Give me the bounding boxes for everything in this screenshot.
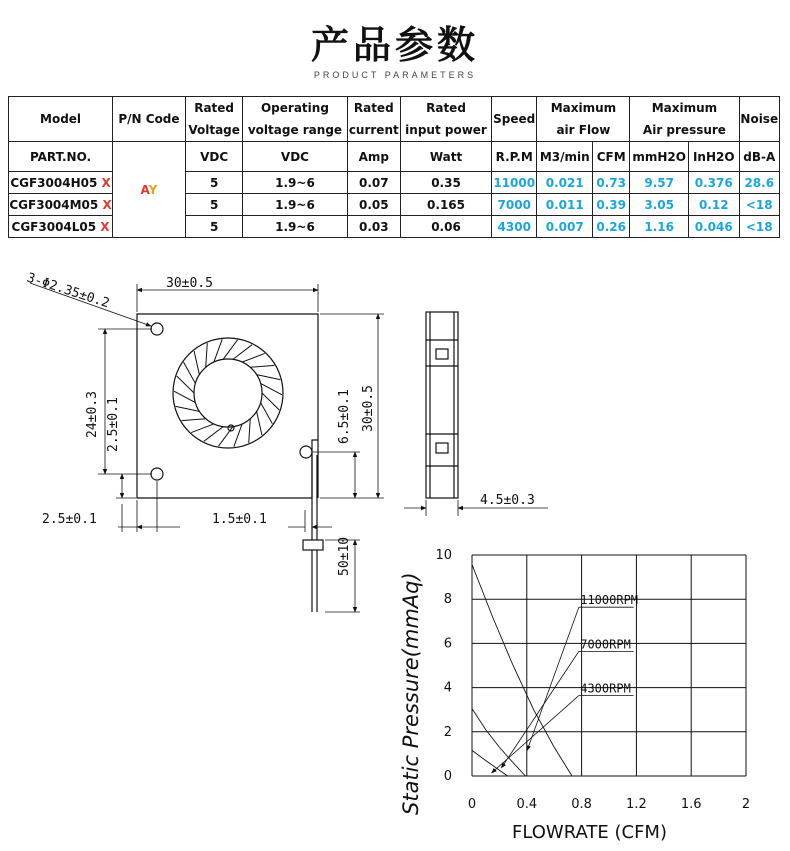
unit-cell: PART.NO. [9,142,113,172]
impeller-blades [174,339,282,446]
header-max-air-flow: Maximum air Flow [537,97,630,142]
dim-width: 30±0.5 [166,276,213,291]
speed-cell: 7000 [491,194,536,216]
x-tick-label: 1.2 [626,797,647,812]
header-max-air-pressure: Maximum Air pressure [630,97,739,142]
voltage-cell: 5 [185,194,243,216]
model-cell: CGF3004H05 X [9,172,113,194]
series-line [472,565,572,776]
impeller-blade [177,376,194,393]
y-tick-label: 0 [443,769,452,784]
dim-hole-edge-left: 2.5±0.1 [106,397,121,452]
technical-drawing [0,250,790,851]
impeller-blade [194,351,199,375]
voltage-cell: 5 [185,172,243,194]
impeller-blade [262,393,279,410]
unit-cell: dB-A [739,142,780,172]
header-speed: Speed [491,97,536,142]
impeller-blade [223,340,237,360]
dim-hole-pitch: 24±0.3 [85,391,100,438]
legend-pointer [492,696,579,773]
current-cell: 0.03 [347,216,401,238]
legend-pointer [527,607,579,750]
dim-outlet: 6.5±0.1 [337,389,352,444]
header-rated-current: Rated current [347,97,401,142]
dim-lead-length: 50±10 [337,536,352,576]
x-tick-label: 0 [467,797,477,812]
y-tick-label: 6 [443,636,452,652]
chart-ylabel: Static Pressure(mmAq) [399,572,423,815]
unit-cell: Watt [401,142,492,172]
cfm-cell: 0.39 [593,194,630,216]
y-tick-label: 4 [443,680,452,696]
m3min-cell: 0.021 [537,172,593,194]
impeller-blade [214,339,222,362]
unit-cell: CFM [593,142,630,172]
impeller-blade [249,419,251,443]
dim-holes: 3-Φ2.35±0.2 [24,270,112,312]
cfm-cell: 0.73 [593,172,630,194]
unit-cell: Amp [347,142,401,172]
m3min-cell: 0.007 [537,216,593,238]
unit-cell: mmH2O [630,142,689,172]
chart-legend [492,593,638,773]
y-tick-label: 10 [435,548,452,563]
front-dimensions [30,283,384,612]
impeller-blade [191,424,214,433]
impeller-blade [206,343,208,367]
speed-cell: 11000 [491,172,536,194]
page-title: 产品参数 [310,23,479,67]
x-tick-label: 0.8 [571,797,592,812]
x-tick-label: 1.6 [680,797,702,812]
y-tick-label: 8 [443,592,452,608]
chart-ticks [435,548,750,812]
impeller-blade [234,424,242,447]
unit-cell: M3/min [537,142,593,172]
inh2o-cell: 0.12 [688,194,739,216]
power-cell: 0.35 [401,172,492,194]
impeller-blade [257,375,281,380]
impeller-blade [218,427,232,447]
power-cell: 0.165 [401,194,492,216]
header-pn-code: P/N Code [113,97,186,142]
noise-cell: <18 [739,194,780,216]
legend-label: 4300RPM [580,681,631,696]
mmh2o-cell: 3.05 [630,194,689,216]
y-tick-label: 2 [443,724,452,740]
dim-height: 30±0.5 [361,385,376,432]
header-operating-range: Operating voltage range [243,97,347,142]
legend-label: 11000RPM [580,593,639,608]
m3min-cell: 0.011 [537,194,593,216]
unit-cell: VDC [185,142,243,172]
model-cell: CGF3004M05 X [9,194,113,216]
impeller-blade [242,353,265,362]
pn-code-cell: AY [113,142,186,238]
legend-pointer [501,651,578,768]
table-header-row [9,97,780,142]
fan-side-view [426,312,458,498]
legend-label: 7000RPM [580,637,631,652]
fan-front-view [137,314,323,612]
series-line [472,709,525,776]
chart-series [472,565,572,776]
impeller-blade [176,406,200,411]
power-cell: 0.06 [401,216,492,238]
impeller-blade [204,427,223,442]
header-noise: Noise [739,97,780,142]
range-cell: 1.9~6 [243,172,347,194]
x-tick-label: 0.4 [516,797,538,812]
impeller-blade [261,403,273,424]
noise-cell: <18 [739,216,780,238]
header-rated-power: Rated input power [401,97,492,142]
model-cell: CGF3004L05 X [9,216,113,238]
impeller-blade [261,383,282,394]
impeller-blade [174,391,195,402]
dim-hole-edge-bottom: 2.5±0.1 [42,512,97,527]
impeller-blade [250,365,274,367]
header-model: Model [9,97,113,142]
speed-cell: 4300 [491,216,536,238]
current-cell: 0.05 [347,194,401,216]
x-tick-label: 2 [741,797,751,812]
spec-table [8,96,780,238]
page-subtitle: PRODUCT PARAMETERS [313,70,477,80]
mmh2o-cell: 1.16 [630,216,689,238]
chart-xlabel: FLOWRATE (CFM) [512,822,667,843]
dim-thickness: 4.5±0.3 [480,493,535,508]
unit-cell: R.P.M [491,142,536,172]
header-rated-voltage: Rated Voltage [185,97,243,142]
impeller-blade [184,362,196,383]
dim-lead-offset: 1.5±0.1 [212,512,267,527]
mmh2o-cell: 9.57 [630,172,689,194]
impeller-blade [257,411,262,435]
table-units-row [9,142,780,172]
pq-chart [399,548,750,843]
range-cell: 1.9~6 [243,194,347,216]
cfm-cell: 0.26 [593,216,630,238]
current-cell: 0.07 [347,172,401,194]
range-cell: 1.9~6 [243,216,347,238]
noise-cell: 28.6 [739,172,780,194]
impeller-blade [182,419,206,421]
unit-cell: InH2O [688,142,739,172]
voltage-cell: 5 [185,216,243,238]
unit-cell: VDC [243,142,347,172]
inh2o-cell: 0.046 [688,216,739,238]
inh2o-cell: 0.376 [688,172,739,194]
impeller-blade [233,345,252,360]
